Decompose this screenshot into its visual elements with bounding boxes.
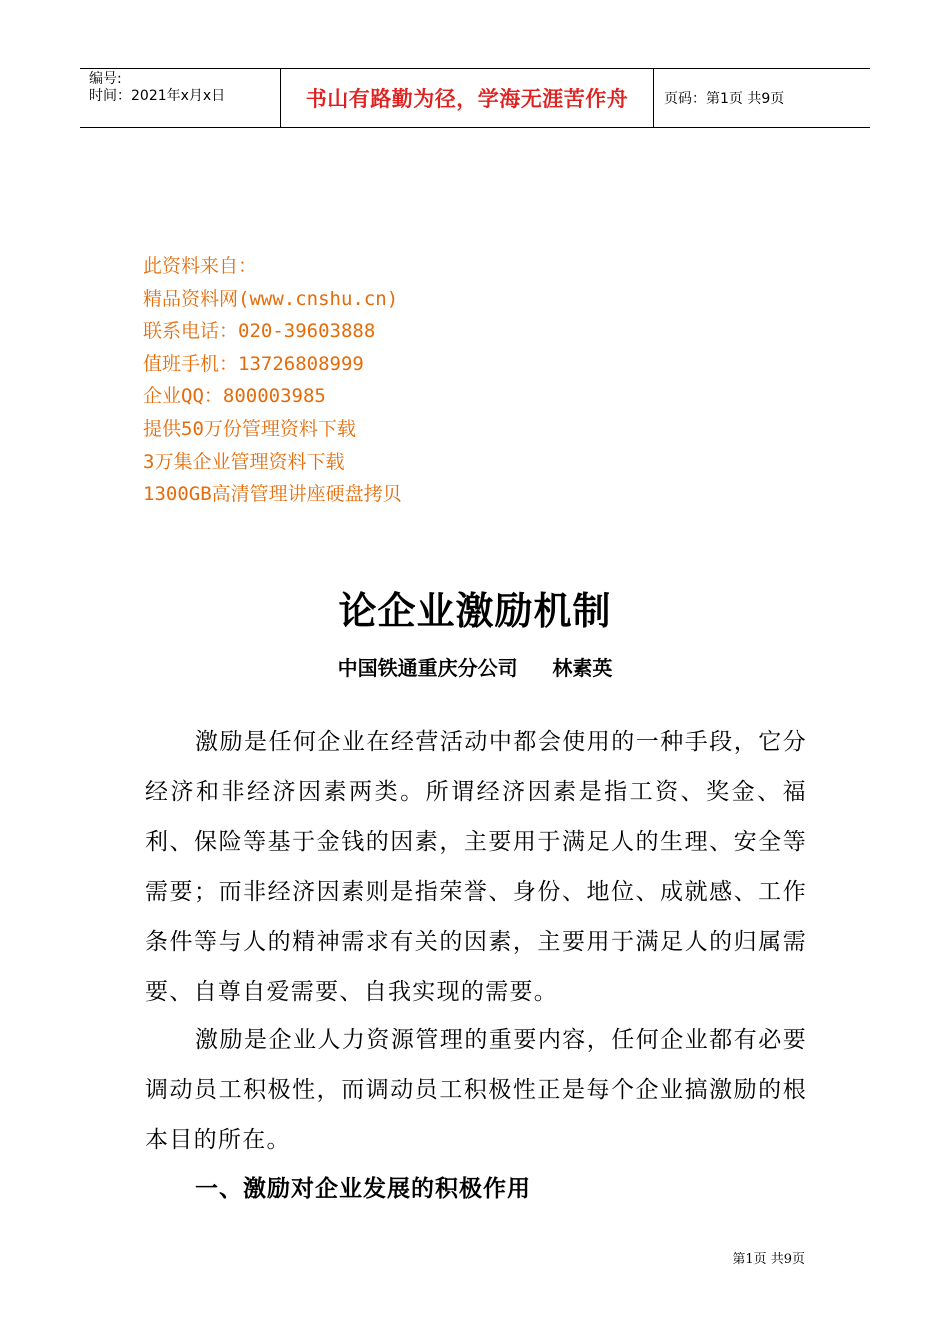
source-line: 此资料来自： — [143, 255, 258, 277]
article-paragraph: 激励是任何企业在经营活动中都会使用的一种手段，它分经济和非经济因素两类。所谓经济因素是指工资、奖金、福利、保险等基于金钱的因素，主要用于满足人的生理、安全等需要；而非经济因素则是指荣誉、身份、地位、成就感、工作条件等与人的精神需求有关的因素，主要用于满足人的归属需要、自尊自爱需要、自我实现的需要。 — [145, 729, 807, 1005]
page-header — [80, 68, 870, 128]
article-paragraph: 激励是企业人力资源管理的重要内容，任何企业都有必要调动员工积极性，而调动员工积极性正是每个企业搞激励的根本目的所在。 — [145, 1027, 807, 1153]
section-heading: 一、激励对企业发展的积极作用 — [195, 1175, 531, 1202]
header-meta — [80, 69, 281, 127]
header-page-number: 页码：第1页 共9页 — [664, 91, 785, 107]
source-line: 3万集企业管理资料下载 — [143, 450, 345, 473]
document-number-label: 编号: — [89, 71, 122, 87]
document-date: 时间：2021年x月x日 — [89, 88, 226, 104]
source-website: 精品资料网(www.cnshu.cn) — [143, 287, 399, 310]
source-info-block — [143, 250, 402, 511]
source-mobile: 值班手机：13726808999 — [143, 352, 364, 375]
article-byline: 中国铁通重庆分公司 林素英 — [337, 656, 613, 680]
page-footer-number: 第1页 共9页 — [732, 1252, 805, 1267]
article-title: 论企业激励机制 — [338, 589, 612, 633]
source-qq: 企业QQ：800003985 — [143, 385, 326, 408]
source-line: 提供50万份管理资料下载 — [143, 417, 356, 440]
source-line: 1300GB高清管理讲座硬盘拷贝 — [143, 483, 402, 506]
source-phone: 联系电话：020-39603888 — [143, 320, 376, 343]
header-motto: 书山有路勤为径，学海无涯苦作舟 — [281, 69, 654, 127]
